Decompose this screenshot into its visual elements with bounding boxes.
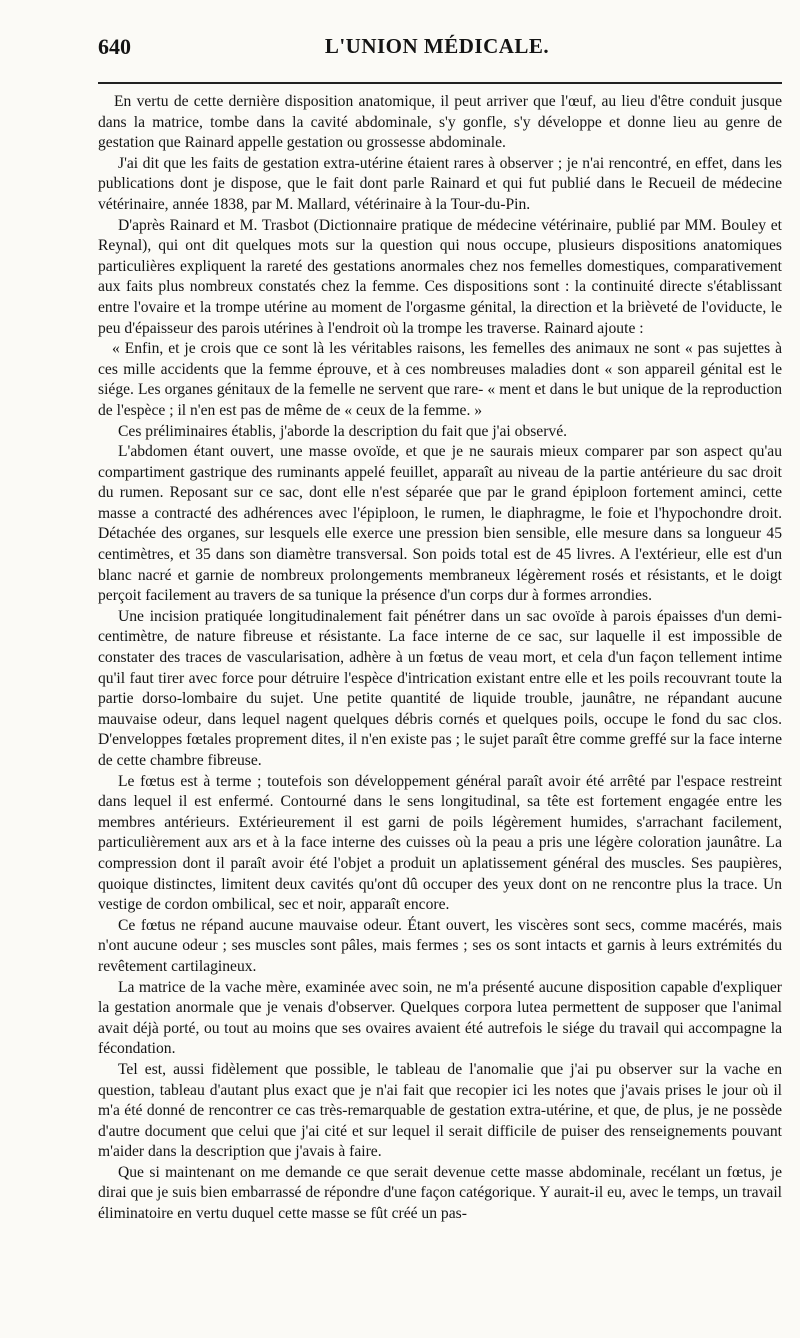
paragraph: Que si maintenant on me demande ce que serait devenue cette masse abdominale, recélant un fœtus, je dirai que je suis bien embarrassé de répondre d'une façon catégorique. Y aurait-il eu, avec le temps, un travail éliminatoire en vertu duquel cette masse se fût créé un pas- (98, 1163, 782, 1223)
page-number: 640 (98, 34, 131, 59)
paragraph: Le fœtus est à terme ; toutefois son développement général paraît avoir été arrêté par l'espace restreint dans lequel il est enfermé. Contourné dans le sens longitudinal, sa tête est fortement engagée entre les membres antérieurs. Extérieurement il est garni de poils légèrement humides, s'arrachant facilement, particulièrement aux ars et à la face interne des cuisses où la peau a pris une légère coloration jaunâtre. La compression dont il paraît avoir été l'objet a produit un aplatissement général des muscles. Ses paupières, quoique distinctes, limitent deux cavités qu'ont dû occuper des yeux dont on ne rencontre plus la trace. Un vestige de cordon ombilical, sec et noir, apparaît encore. (98, 772, 782, 914)
quotation-paragraph: « Enfin, et je crois que ce sont là les véritables raisons, les femelles des animaux ne sont « pas sujettes à ces mille accidents que la femme éprouve, et à ces nombreuses maladies dont « son appareil génital est le siége. Les organes génitaux de la femelle ne servent que rare- « ment et dans le but unique de la reproduction de l'espèce ; il n'en est pas de même de « ceux de la femme. » (98, 340, 782, 419)
running-title: L'UNION MÉDICALE. (324, 34, 550, 58)
paragraph: Tel est, aussi fidèlement que possible, le tableau de l'anomalie que j'ai pu observer sur la vache en question, tableau d'autant plus exact que je n'ai fait que recopier ici les notes que j'avais prises le jour où il m'a été donné de rencontrer ce cas très-remarquable de gestation extra-utérine, et que, de plus, je ne possède d'autre document que celui que j'ai cité et sur lequel il serait difficile de puiser des renseignements pouvant m'aider dans la description que j'avais à faire. (98, 1060, 782, 1161)
paragraph: La matrice de la vache mère, examinée avec soin, ne m'a présenté aucune disposition capable d'expliquer la gestation anormale que je venais d'observer. Quelques corpora lutea permettent de supposer que l'animal avait déjà porté, ou tout au moins que ses ovaires avaient été autrefois le siége du travail qui accompagne la fécondation. (98, 978, 782, 1058)
paragraph: L'abdomen étant ouvert, une masse ovoïde, et que je ne saurais mieux comparer par son aspect qu'au compartiment gastrique des ruminants appelé feuillet, apparaît au niveau de la partie antérieure du sac droit du rumen. Reposant sur ce sac, dont elle n'est séparée que par le grand épiploon fortement aminci, cette masse a contracté des adhérences avec l'épiploon, le rumen, le diaphragme, le foie et l'hypochondre droit. Détachée des organes, sur lesquels elle exerce une pression bien sensible, elle mesure dans sa longueur 45 centimètres, et 35 dans son diamètre transversal. Son poids total est de 45 livres. A l'extérieur, elle est d'un blanc nacré et garnie de nombreux prolongements membraneux légèrement rosés et résistants, et le doigt perçoit facilement au travers de sa tunique la présence d'un corps dur à formes arrondies. (98, 443, 782, 605)
header-rule (98, 82, 782, 84)
paragraph: Ces préliminaires établis, j'aborde la description du fait que j'ai observé. (118, 422, 568, 440)
paragraph: Ce fœtus ne répand aucune mauvaise odeur. Étant ouvert, les viscères sont secs, comme macérés, mais n'ont aucune odeur ; ses muscles sont pâles, mais fermes ; ses os sont intacts et garnis à leurs extrémités du revêtement cartilagineux. (98, 916, 782, 975)
paragraph: J'ai dit que les faits de gestation extra-utérine étaient rares à observer ; je n'ai rencontré, en effet, dans les publications dont je dispose, que le fait dont parle Rainard et qui fut publié dans le Recueil de médecine vétérinaire, année 1838, par M. Mallard, vétérinaire à la Tour-du-Pin. (98, 154, 782, 213)
article-body (98, 92, 782, 1225)
paragraph: D'après Rainard et M. Trasbot (Dictionnaire pratique de médecine vétérinaire, publié par MM. Bouley et Reynal), qui ont dit quelques mots sur la question qui nous occupe, plusieurs dispositions anatomiques particulières expliquent la rareté des gestations anormales chez nos femelles domestiques, comparativement aux faits plus nombreux constatés chez la femme. Ces dispositions sont : la continuité directe s'établissant entre l'ovaire et la trompe utérine au moment de l'orgasme génital, la direction et la brièveté de l'oviducte, le peu d'épaisseur des parois utérines à l'endroit où la trompe les traverse. Rainard ajoute : (98, 216, 782, 337)
page-header (92, 18, 782, 59)
paragraph: En vertu de cette dernière disposition anatomique, il peut arriver que l'œuf, au lieu d'être conduit jusque dans la matrice, tombe dans la cavité abdominale, s'y gonfle, s'y développe et donne lieu au genre de gestation que Rainard appelle gestation ou grossesse abdominale. (98, 93, 782, 152)
paragraph: Une incision pratiquée longitudinalement fait pénétrer dans un sac ovoïde à parois épaisses d'un demi-centimètre, de nature fibreuse et résistante. La face interne de ce sac, sur laquelle il est impossible de constater des traces de vascularisation, adhère à un fœtus de veau mort, et cela d'un façon tellement intime qu'il faut tirer avec force pour détruire l'espèce d'intrication existant entre elle et les poils recouvrant toute la partie dorso-lombaire du sujet. Une petite quantité de liquide trouble, jaunâtre, ne répandant aucune mauvaise odeur, dans lequel nagent quelques débris cornés et quelques poils, occupe le fond du sac clos. D'enveloppes fœtales proprement dites, il n'en existe pas ; le sujet paraît être comme greffé sur la face interne de cette chambre fibreuse. (98, 607, 782, 769)
